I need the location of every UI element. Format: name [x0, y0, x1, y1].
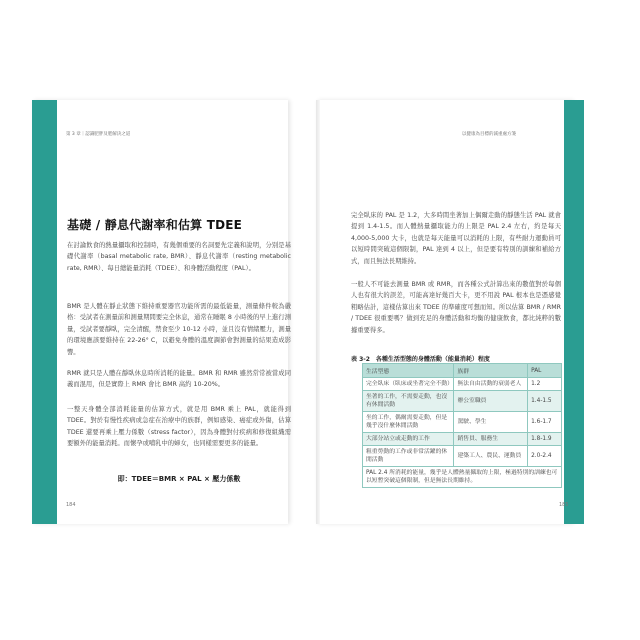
- cell-lifestyle: 粗重勞動的工作或非常活躍的休閒活動: [363, 446, 454, 467]
- table-row: [363, 446, 562, 467]
- table-note-row: [363, 467, 562, 488]
- cell-pal: 1.8-1.9: [528, 433, 562, 446]
- left-paragraph-3: RMR 就只是人體在靜臥休息時所消耗的能量。BMR 和 RMR 雖然常常被當成同義而混用，但是實際上 RMR 會比 BMR 高約 10-20%。: [67, 370, 291, 389]
- table-row: [363, 391, 562, 412]
- left-running-head: 第 3 章｜認識肥胖及肥解決之道: [66, 132, 131, 137]
- cell-group: 駕駛、學生: [454, 412, 528, 433]
- table-note: PAL 2.4 所消耗的能量，幾乎是人體熱量攝取的上限，極過特別的訓練也可以短暫突破這個限制，但是無法長期維持。: [363, 467, 562, 488]
- right-chapter-tab: [564, 100, 584, 524]
- cell-group: 建築工人、農民、運動員: [454, 446, 528, 467]
- left-paragraph-1: 在討論飲食的熱量攝取和控制時，有幾個重要的名詞要先定義和說明，分別是基礎代謝率（basal metabolic rate, BMR）、靜息代謝率（resting metabolic rate, RMR）、每日總能量消耗（TDEE）、和身體活動程度（PAL）。: [67, 242, 291, 272]
- cell-group: 銷售員、服務生: [454, 433, 528, 446]
- book-gutter: [316, 100, 320, 524]
- left-page-number: 184: [66, 502, 76, 508]
- right-page-number: 185: [559, 502, 569, 508]
- header-pal: PAL: [528, 364, 562, 378]
- tdee-formula: 即：TDEE＝BMR × PAL × 壓力係數: [117, 475, 241, 483]
- table-title: 表 3-2 各種生活型態的身體活動（能量消耗）程度: [351, 356, 490, 363]
- cell-lifestyle: 完全臥床（臥床或坐著完全不動）: [363, 378, 454, 391]
- header-group: 族群: [454, 364, 528, 378]
- left-chapter-tab: [32, 100, 57, 524]
- table-row: [363, 412, 562, 433]
- right-paragraph-2: 一般人不可能去測量 BMR 或 RMR，而各種公式計算出來的數值對於每個人也有很大的誤差，可能高達好幾百大卡，更不用說 PAL 根本也是憑感覺粗略估計，這樣估算出來 TDEE 的準確度可想而知。所以估算 BMR / RMR / TDEE 很重要嗎？做到充足的身體活動和均衡的健康飲食，都比純粹的數據重要得多。: [351, 281, 561, 334]
- cell-pal: 2.0-2.4: [528, 446, 562, 467]
- section-heading: 基礎 / 靜息代謝率和估算 TDEE: [67, 218, 243, 232]
- table-row: [363, 378, 562, 391]
- table-row: [363, 433, 562, 446]
- cell-group: 無法自由活動的衰弱老人: [454, 378, 528, 391]
- cell-lifestyle: 大部分站立或走動的工作: [363, 433, 454, 446]
- cell-pal: 1.6-1.7: [528, 412, 562, 433]
- cell-pal: 1.4-1.5: [528, 391, 562, 412]
- table-header-row: [363, 364, 562, 378]
- cell-lifestyle: 坐著的工作，不需要走動，也沒有休閒活動: [363, 391, 454, 412]
- left-paragraph-4: 一整天身體全部消耗能量的估算方式，就是用 BMR 乘上 PAL，就能得到 TDEE。對於有慢性疾病或急症在治療中的族群，例如感染、癌症或外傷，估算 TDEE 還要再乘上壓力係數（stress factor），因為身體對付疾病和修復組織需要額外的能量消耗。而懷孕或哺乳中的婦女，也同樣需要更多的能量。: [67, 406, 291, 448]
- cell-group: 辦公室職員: [454, 391, 528, 412]
- right-running-head: 以健康為目標的減重處方箋: [462, 132, 516, 137]
- cell-pal: 1.2: [528, 378, 562, 391]
- header-lifestyle: 生活型態: [363, 364, 454, 378]
- cell-lifestyle: 坐的工作，偶爾需要走動，但是幾乎沒什麼休閒活動: [363, 412, 454, 433]
- right-paragraph-1: 完全臥床的 PAL 是 1.2，大多時間坐著加上偶爾走動的靜態生活 PAL 就會提到 1.4-1.5。而人體熱量攝取能力的上限是 PAL 2.4 左右，約是每天 4,000-5,000 大卡，也就是每天能量可以消耗的上限，有些耐力運動員可以短時間突破這個限制，PAL 達到 4 以上，但是要有特別的訓練和補給方式，而且無法長期維持。: [351, 212, 561, 265]
- left-paragraph-2: BMR 是人體在靜止狀態下維持重要器官功能所需的最低能量，測量條件較為嚴格：受試者在測量前和測量期間要完全休息，通常在睡眠 8 小時後的早上進行測量，受試者要靜臥，完全清醒，禁食至少 10-12 小時，並且沒有情緒壓力，測量的環境應該要維持在 22-26° C，以避免身體的溫度調節會對測量的結果造成影響。: [67, 303, 291, 356]
- pal-table: [362, 363, 562, 488]
